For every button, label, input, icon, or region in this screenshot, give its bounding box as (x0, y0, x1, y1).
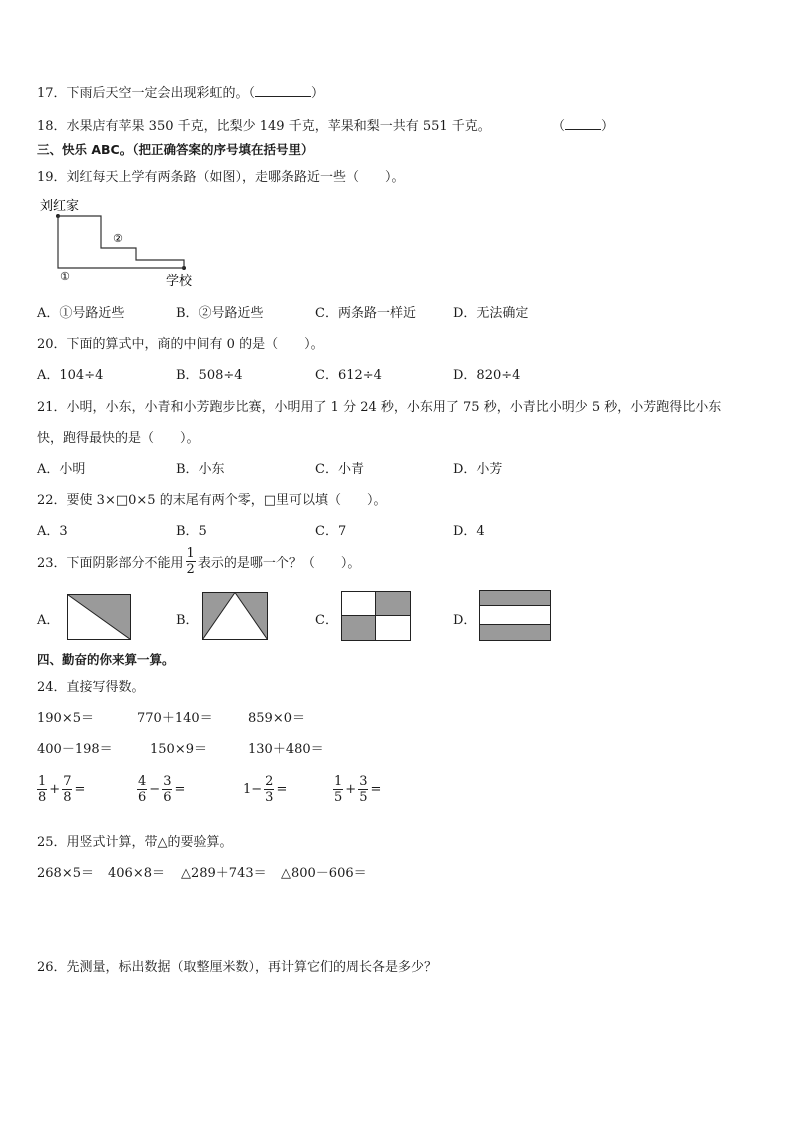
section-title-4: 四、勤奋的你来算一算。 (37, 652, 175, 667)
question-19: 19．刘红每天上学有两条路（如图），走哪条路近一些（ ）。 (37, 170, 405, 185)
q22-option-c[interactable]: C．7 (315, 524, 347, 539)
vertical-calc-3: △289＋743＝ (181, 866, 267, 881)
shape-b-triangle-rect[interactable] (202, 592, 268, 640)
route-2-label: ② (113, 232, 123, 245)
q23-option-a[interactable]: A． (37, 613, 60, 628)
q20-option-d[interactable]: D．820÷4 (453, 368, 521, 383)
q23-option-b[interactable]: B． (176, 613, 199, 628)
question-24: 24．直接写得数。 (37, 680, 145, 695)
vertical-calc-4: △800－606＝ (281, 866, 367, 881)
q19-option-d[interactable]: D．无法确定 (453, 306, 529, 321)
q21-option-c[interactable]: C．小青 (315, 462, 364, 477)
q19-option-a[interactable]: A．①号路近些 (37, 306, 125, 321)
answer-paren-18: （ ） (552, 119, 615, 134)
q22-option-b[interactable]: B．5 (176, 524, 207, 539)
school-label: 学校 (166, 274, 193, 288)
q21-option-b[interactable]: B．小东 (176, 462, 225, 477)
shape-a-diagonal-rect[interactable] (67, 594, 131, 640)
route-figure (36, 194, 206, 288)
question-20: 20．下面的算式中，商的中间有 0 的是（ ）。 (37, 337, 324, 352)
q22-option-d[interactable]: D．4 (453, 524, 485, 539)
fraction-expr-2: $\frac{4}{6}$ − $\frac{3}{6}$ = (138, 774, 186, 805)
q23-option-c[interactable]: C． (315, 613, 338, 628)
q20-option-b[interactable]: B．508÷4 (176, 368, 243, 383)
question-21-line-1: 21．小明，小东，小青和小芳跑步比赛，小明用了 1 分 24 秒，小东用了 75 秒，小青比小明少 5 秒，小芳跑得比小东 (37, 400, 722, 415)
calc-24-5: 150×9＝ (150, 742, 207, 757)
question-25: 25．用竖式计算，带△的要验算。 (37, 835, 233, 850)
q19-option-c[interactable]: C．两条路一样近 (315, 306, 416, 321)
shape-c-quad-grid[interactable] (341, 591, 411, 641)
section-title-3: 三、快乐 ABC。（把正确答案的序号填在括号里） (37, 142, 314, 157)
answer-blank-17[interactable] (255, 84, 311, 97)
shape-d-striped-rect[interactable] (479, 590, 551, 641)
fraction-expr-1: $\frac{1}{8}$ + $\frac{7}{8}$ = (38, 774, 86, 805)
q20-option-c[interactable]: C．612÷4 (315, 368, 382, 383)
fraction-expr-3: 1− $\frac{2}{3}$ = (243, 774, 288, 805)
calc-24-2: 770＋140＝ (137, 711, 213, 726)
home-label: 刘红家 (40, 199, 80, 214)
question-21-line-2: 快，跑得最快的是（ ）。 (37, 431, 200, 446)
q19-option-b[interactable]: B．②号路近些 (176, 306, 264, 321)
question-22: 22．要使 3×□0×5 的末尾有两个零，□里可以填（ ）。 (37, 493, 387, 508)
question-23: 23．下面阴影部分不能用 $\frac{1}{2}$ 表示的是哪一个？（ ）。 (37, 546, 361, 577)
question-17: 17．下雨后天空一定会出现彩虹的。（ ） (37, 86, 325, 101)
calc-24-1: 190×5＝ (37, 711, 94, 726)
q22-option-a[interactable]: A．3 (37, 524, 68, 539)
vertical-calc-1: 268×5＝ (37, 866, 94, 881)
q21-option-d[interactable]: D．小芳 (453, 462, 503, 477)
q20-option-a[interactable]: A．104÷4 (37, 368, 104, 383)
fraction-expr-4: $\frac{1}{5}$ + $\frac{3}{5}$ = (334, 774, 382, 805)
calc-24-3: 859×0＝ (248, 711, 305, 726)
fraction-one-half: $\frac{1}{2}$ (186, 546, 195, 577)
question-18: 18．水果店有苹果 350 千克，比梨少 149 千克，苹果和梨一共有 551 千克。 (37, 119, 491, 134)
q23-option-d[interactable]: D． (453, 613, 477, 628)
answer-blank-18[interactable] (565, 117, 601, 130)
calc-24-4: 400－198＝ (37, 742, 113, 757)
route-1-label: ① (60, 270, 70, 283)
question-26: 26．先测量，标出数据（取整厘米数），再计算它们的周长各是多少？ (37, 960, 438, 975)
calc-24-6: 130＋480＝ (248, 742, 324, 757)
vertical-calc-2: 406×8＝ (108, 866, 165, 881)
q21-option-a[interactable]: A．小明 (37, 462, 86, 477)
